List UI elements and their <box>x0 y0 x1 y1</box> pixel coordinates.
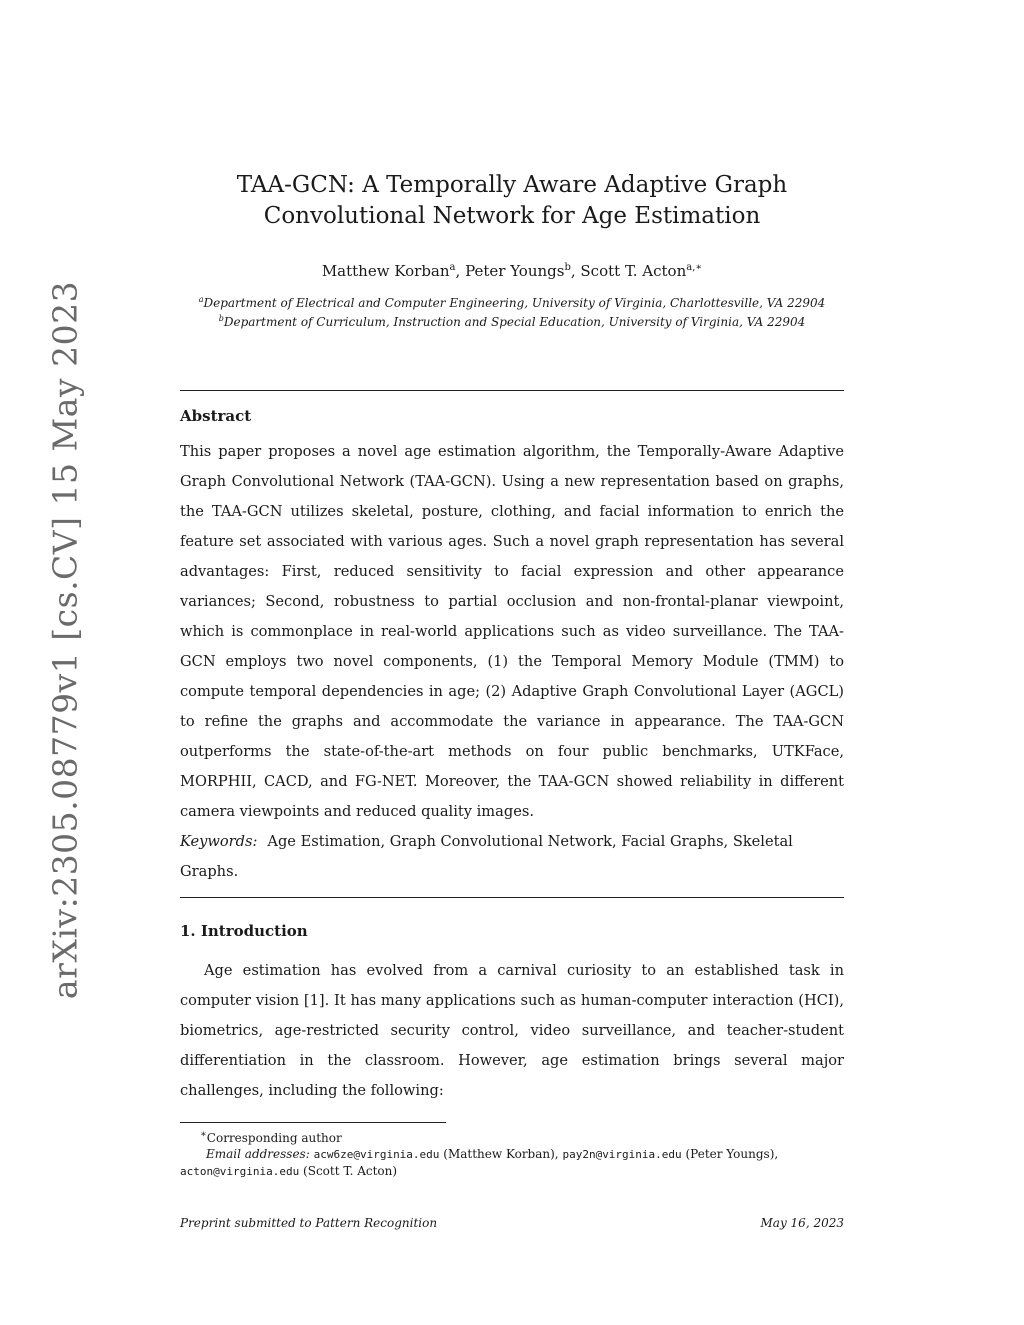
keywords-label: Keywords: <box>180 833 258 850</box>
corresponding-text: Corresponding author <box>206 1131 342 1145</box>
keywords-text: Age Estimation, Graph Convolutional Network, Facial Graphs, Skeletal Graphs. <box>180 833 793 880</box>
email-owner: (Peter Youngs), <box>685 1147 779 1161</box>
paper-title <box>180 170 844 232</box>
email-link[interactable]: pay2n@virginia.edu <box>562 1148 682 1161</box>
author-sup: b <box>564 262 571 273</box>
affiliation-text: Department of Electrical and Computer Engineering, University of Virginia, Charlottesville, VA 22904 <box>203 296 826 310</box>
email-label: Email addresses: <box>206 1147 310 1161</box>
email-owner: (Matthew Korban), <box>443 1147 559 1161</box>
footnote-mark: ∗ <box>200 1129 207 1140</box>
footer-venue: Preprint submitted to Pattern Recognition <box>180 1216 438 1230</box>
affiliation-sup: a <box>198 295 204 304</box>
affiliation-text: Department of Curriculum, Instruction and Special Education, University of Virginia, VA 22904 <box>223 315 806 329</box>
email-link[interactable]: acton@virginia.edu <box>180 1165 300 1178</box>
affiliation-b <box>180 311 844 330</box>
affiliation-a <box>180 292 844 311</box>
title-line-2: Convolutional Network for Age Estimation <box>263 203 761 229</box>
email-footnote <box>180 1146 844 1180</box>
title-line-1: TAA-GCN: A Temporally Aware Adaptive Graph <box>236 172 788 198</box>
footnotes <box>180 1127 844 1180</box>
footnote-rule <box>180 1122 446 1123</box>
author-sup: a <box>449 262 456 273</box>
abstract-heading: Abstract <box>180 407 252 425</box>
abstract-text: This paper proposes a novel age estimation algorithm, the Temporally-Aware Adaptive Graph Convolutional Network (TAA-GCN). Using a new representation based on graphs, the TAA-GCN utilizes skeletal, posture, clothing, and facial information to enrich the feature set associated with various ages. Such a novel graph representation has several advantages: First, reduced sensitivity to facial expression and other appearance variances; Second, robustness to partial occlusion and non-frontal-planar viewpoint, which is commonplace in real-world applications such as video surveillance. The TAA-GCN employs two novel components, (1) the Temporal Memory Module (TMM) to compute temporal dependencies in age; (2) Adaptive Graph Convolutional Layer (AGCL) to refine the graphs and accommodate the variance in appearance. The TAA-GCN outperforms the state-of-the-art methods on four public benchmarks, UTKFace, MORPHII, CACD, and FG-NET. Moreover, the TAA-GCN showed reliability in different camera viewpoints and reduced quality images. <box>180 443 844 820</box>
affiliation-sup: b <box>218 314 224 323</box>
author-sup: a,∗ <box>686 262 703 273</box>
author-name: Matthew Korban <box>321 262 450 280</box>
page-footer <box>180 1216 844 1230</box>
section-heading-introduction: 1. Introduction <box>180 922 308 940</box>
corresponding-footnote <box>180 1127 844 1146</box>
author-name: Scott T. Acton <box>580 262 687 280</box>
email-link[interactable]: acw6ze@virginia.edu <box>313 1148 440 1161</box>
arxiv-identifier: arXiv:2305.08779v1 [cs.CV] 15 May 2023 <box>45 280 85 1000</box>
email-owner: (Scott T. Acton) <box>303 1164 398 1178</box>
affiliations <box>180 292 844 330</box>
introduction-text: Age estimation has evolved from a carnival curiosity to an established task in computer vision [1]. It has many applications such as human-computer interaction (HCI), biometrics, age-restricted security control, video surveillance, and teacher-student differentiation in the classroom. However, age estimation brings several major challenges, including the following: <box>180 962 844 1099</box>
author-list: Matthew Korban$^a$, Peter Youngs$^b$, Scott T. Acton$^{a,∗}$ <box>321 262 703 280</box>
abstract-bottom-rule <box>180 897 844 898</box>
footer-date: May 16, 2023 <box>760 1216 844 1230</box>
keywords <box>180 827 844 887</box>
paper-page <box>180 170 844 1230</box>
abstract-top-rule <box>180 390 844 391</box>
author-name: Peter Youngs <box>465 262 565 280</box>
